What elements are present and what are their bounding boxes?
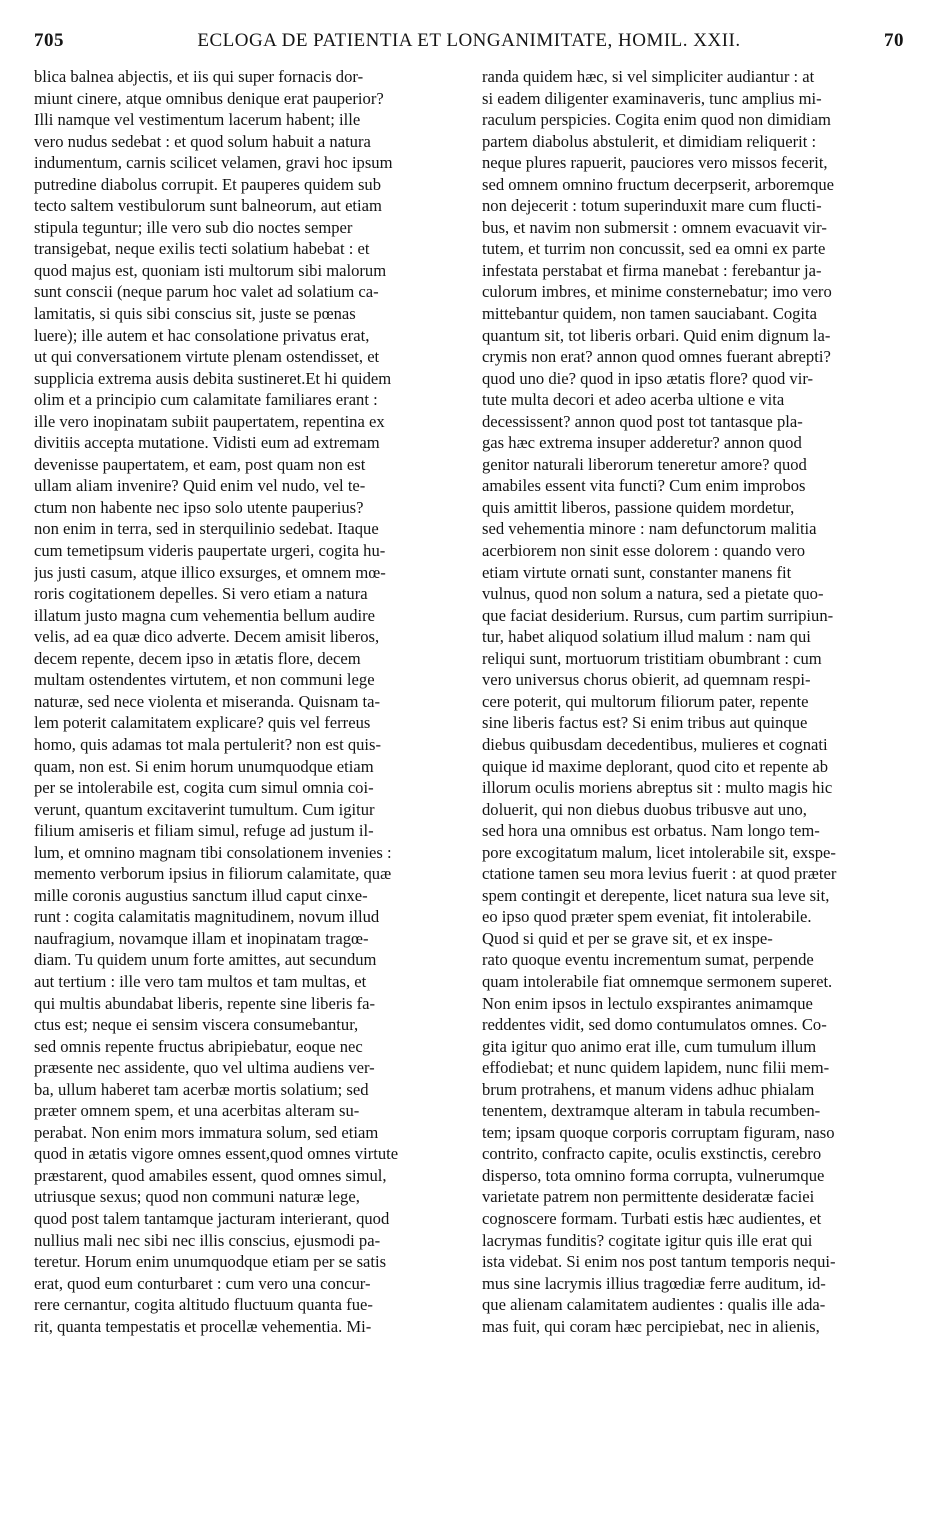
text-line: filium amiseris et filiam simul, refuge ad justum il- [34,821,374,841]
left-text-column [34,66,454,1337]
text-line: erat, quod eum conturbaret : cum vero una concur- [34,1273,371,1293]
text-line: sunt conscii (neque parum hoc valet ad solatium ca- [34,282,379,302]
text-line: roris cogitationem depelles. Si vero etiam a natura [34,584,368,604]
text-line: quod uno die? quod in ipso ætatis flore? quod vir- [482,368,814,388]
text-line: sed omnis repente fructus abripiebatur, eoque nec [34,1036,363,1056]
text-line: rato quoque eventu incrementum sumat, perpende [482,950,814,970]
text-line: Non enim ipsos in lectulo exspirantes animamque [482,993,813,1013]
text-line: non enim in terra, sed in sterquilinio sedebat. Itaque [34,519,379,539]
text-line: luere); ille autem et hac consolatione privatus erat, [34,325,370,345]
page-number-left: 705 [34,30,64,51]
text-line: sed hora una omnibus est orbatus. Nam longo tem- [482,821,820,841]
text-line: tenentem, dextramque alteram in tabula recumben- [482,1101,821,1121]
text-line: olim et a principio cum calamitate familiares erant : [34,390,378,410]
text-line: raculum perspicies. Cogita enim quod non dimidiam [482,110,831,130]
text-line: ctatione tamen seu mora levius fuerit : at quod præter [482,864,837,884]
text-line: ille vero inopinatam subiit paupertatem, repentina ex [34,411,385,431]
text-line: contrito, confracto capite, oculis exstinctis, cerebro [482,1144,822,1164]
text-line: devenisse paupertatem, et eam, post quam non est [34,454,366,474]
text-line: supplicia extrema ausis debita sustineret.Et hi quidem [34,368,392,388]
text-line: brum protrahens, et manum videns adhuc phialam [482,1079,815,1099]
text-line: verunt, quantum excitaverint tumultum. Cum igitur [34,799,375,819]
text-line: pore excogitatum malum, licet intolerabile sit, exspe- [482,842,836,862]
text-line: quantum sit, tot liberis orbari. Quid enim dignum la- [482,325,831,345]
text-line: rere cernantur, cogita altitudo fluctuum quanta fue- [34,1295,373,1315]
text-line: neque plures rapuerit, pauciores vero missos fecerit, [482,153,828,173]
text-line: memento verborum ipsius in filiorum calamitate, quæ [34,864,392,884]
text-line: perabat. Non enim mors immatura solum, sed etiam [34,1122,379,1142]
text-line: illorum oculis moriens abreptus sit : multo magis hic [482,778,833,798]
text-line: que alienam calamitatem audientes : qualis ille ada- [482,1295,826,1315]
text-line: aut tertium : ille vero tam multos et tam multas, et [34,971,367,991]
text-line: si eadem diligenter examinaveris, tunc amplius mi- [482,88,822,108]
text-line: diebus quibusdam decedentibus, mulieres et cognati [482,734,828,754]
text-line: ctus est; neque ei sensim viscera consumebantur, [34,1015,359,1035]
text-line: tecto saltem vestibulorum sunt balneorum, aut etiam [34,196,382,216]
text-line: ut qui conversationem virtute plenam ostendisset, et [34,347,380,367]
text-line: amabiles essent vita functi? Cum enim improbos [482,476,806,496]
text-line: miunt cinere, atque omnibus denique erat pauperior? [34,88,384,108]
text-line: præter omnem spem, et una acerbitas alteram su- [34,1101,360,1121]
text-line: utriusque sexus; quod non communi naturæ lege, [34,1187,360,1207]
text-line: velis, ad ea quæ dico adverte. Decem amisit liberos, [34,627,380,647]
text-line: sine liberis factus est? Si enim tribus aut quinque [482,713,808,733]
text-line: quique id maxime deplorant, quod cito et repente ab [482,756,829,776]
text-line: ista videbat. Si enim nos post tantum temporis nequi- [482,1252,836,1272]
text-line: ullam aliam invenire? Quid enim vel nudo, vel te- [34,476,366,496]
right-text-column [482,66,902,1337]
text-line: præstarent, quod amabiles essent, quod omnes simul, [34,1165,387,1185]
page-number-right: 70 [884,30,904,51]
text-line: quam intolerabile fiat omnemque sermonem superet. [482,971,833,991]
text-line: vulnus, quod non solum a natura, sed a pietate quo- [482,584,824,604]
text-line: putredine diabolus corrupit. Et pauperes quidem sub [34,174,382,194]
text-line: effodiebat; et nunc quidem lapidem, nunc filii mem- [482,1058,830,1078]
text-line: multam ostendentes virtutem, et non communi lege [34,670,375,690]
text-line: que faciat desiderium. Rursus, cum partim surripiun- [482,605,834,625]
text-line: gita igitur quo animo erat ille, cum tumulum illum [482,1036,817,1056]
text-line: tute multa decori et adeo acerba ultione e vita [482,390,785,410]
text-line: per se intolerabile est, cogita cum simul omnia coi- [34,778,374,798]
text-line: reliqui sunt, mortuorum tristitiam obumbrant : cum [482,648,822,668]
text-line: tur, habet aliquod solatium illud malum : nam qui [482,627,811,647]
text-line: sed vehementia minore : nam defunctorum malitia [482,519,817,539]
text-line: illatum justo magna cum vehementia bellum audire [34,605,375,625]
text-line: acerbiorem non sinit esse dolorem : quando vero [482,541,806,561]
text-line: cum temetipsum videris paupertate urgeri, cogita hu- [34,541,386,561]
text-line: naufragium, novamque illam et inopinatam tragœ- [34,928,369,948]
text-line: vero universus chorus obierit, ad quemnam respi- [482,670,811,690]
text-line: nullius mali nec sibi nec illis conscius, ejusmodi pa- [34,1230,381,1250]
text-line: Illi namque vel vestimentum lacerum habent; ille [34,110,361,130]
text-line: crymis non erat? annon quod omnes fuerant abrepti? [482,347,831,367]
text-line: quam, non est. Si enim horum unumquodque etiam [34,756,374,776]
text-line: Quod si quid et per se grave sit, et ex inspe- [482,928,773,948]
text-line: homo, quis adamas tot mala pertulerit? non est quis- [34,734,382,754]
text-line: diam. Tu quidem unum forte amittes, aut secundum [34,950,377,970]
text-line: etiam virtute ornati sunt, constanter manens fit [482,562,792,582]
text-line: mas fuit, qui coram hæc percipiebat, nec in alienis, [482,1316,820,1336]
text-line: lacrymas funditis? cogitate igitur quis ille erat qui [482,1230,813,1250]
text-line: lum, et omnino magnam tibi consolationem invenies : [34,842,392,862]
text-line: rit, quanta tempestatis et procellæ vehementia. Mi- [34,1316,372,1336]
text-line: eo ipso quod præter spem eveniat, fit intolerabile. [482,907,812,927]
text-line: bus, et navim non submersit : omnem evacuavit vir- [482,217,827,237]
text-line: mus sine lacrymis illius tragœdiæ ferre auditum, id- [482,1273,826,1293]
text-line: lem poterit calamitatem explicare? quis vel ferreus [34,713,371,733]
running-header [34,30,904,60]
text-line: cere poterit, qui multorum filiorum pater, repente [482,691,809,711]
text-line: jus justi casum, atque illico exsurges, et omnem mœ- [34,562,386,582]
text-line: gas hæc extrema insuper adderetur? annon quod [482,433,802,453]
text-line: decessissent? annon quod post tot tantasque pla- [482,411,803,431]
text-line: naturæ, sed nece violenta et miseranda. Quisnam ta- [34,691,381,711]
text-line: quod in ætatis vigore omnes essent,quod omnes virtute [34,1144,399,1164]
text-line: divitiis accepta mutatione. Vidisti eum ad extremam [34,433,380,453]
text-line: spem contingit et derepente, licet natura sua leve sit, [482,885,830,905]
text-line: quis amittit liberos, passione quidem mordetur, [482,497,795,517]
text-line: partem diabolus abstulerit, et dimidiam reliquerit : [482,131,817,151]
text-line: disperso, tota omnino forma corrupta, vulnerumque [482,1165,825,1185]
running-title: ECLOGA DE PATIENTIA ET LONGANIMITATE, HOMIL. XXII. [197,30,741,51]
text-line: indumentum, carnis scilicet velamen, gravi hoc ipsum [34,153,393,173]
text-line: mittebantur quidem, non tamen sauciabant. Cogita [482,304,818,324]
text-line: ctum non habente nec ipso solo utente pauperius? [34,497,364,517]
text-line: quod post talem tantamque jacturam interierant, quod [34,1208,390,1228]
text-line: doluerit, qui non diebus duobus tribusve aut uno, [482,799,807,819]
text-line: runt : cogita calamitatis magnitudinem, novum illud [34,907,380,927]
text-line: reddentes vidit, sed domo contumulatos omnes. Co- [482,1015,827,1035]
text-line: teretur. Horum enim unumquodque etiam per se satis [34,1252,387,1272]
text-line: non dejecerit : totum superinduxit mare cum flucti- [482,196,822,216]
text-line: genitor naturali liberorum teneretur amore? quod [482,454,807,474]
text-line: vero nudus sedebat : et quod solum habuit a natura [34,131,371,151]
text-line: culorum imbres, et minime consternebatur; imo vero [482,282,832,302]
text-line: quod majus est, quoniam isti multorum sibi malorum [34,260,387,280]
text-line: sed omnem omnino fructum decerpserit, arboremque [482,174,835,194]
text-line: decem repente, decem ipso in ætatis flore, decem [34,648,361,668]
text-line: randa quidem hæc, si vel simpliciter audiantur : at [482,67,815,86]
text-line: varietate patrem non permittente desideratæ faciei [482,1187,815,1207]
text-line: blica balnea abjectis, et iis qui super fornacis dor- [34,67,364,86]
text-line: tem; ipsam quoque corporis corruptam figuram, naso [482,1122,835,1142]
text-line: infestata perstabat et firma manebat : ferebantur ja- [482,260,822,280]
text-line: tutem, et turrim non concussit, sed ea omni ex parte [482,239,826,259]
text-line: ba, ullum haberet tam acerbæ mortis solatium; sed [34,1079,369,1099]
text-line: lamitatis, si quis sibi conscius sit, juste se pœnas [34,304,356,324]
text-line: præsente nec assidente, quo vel ultima audiens ver- [34,1058,375,1078]
text-line: qui multis abundabat liberis, repente sine liberis fa- [34,993,375,1013]
text-line: transigebat, neque exilis tecti solatium habebat : et [34,239,370,259]
text-line: stipula teguntur; ille vero sub dio noctes semper [34,217,353,237]
text-line: mille coronis augustius sanctum illud caput cinxe- [34,885,368,905]
text-line: cognoscere formam. Turbati estis hæc audientes, et [482,1208,822,1228]
